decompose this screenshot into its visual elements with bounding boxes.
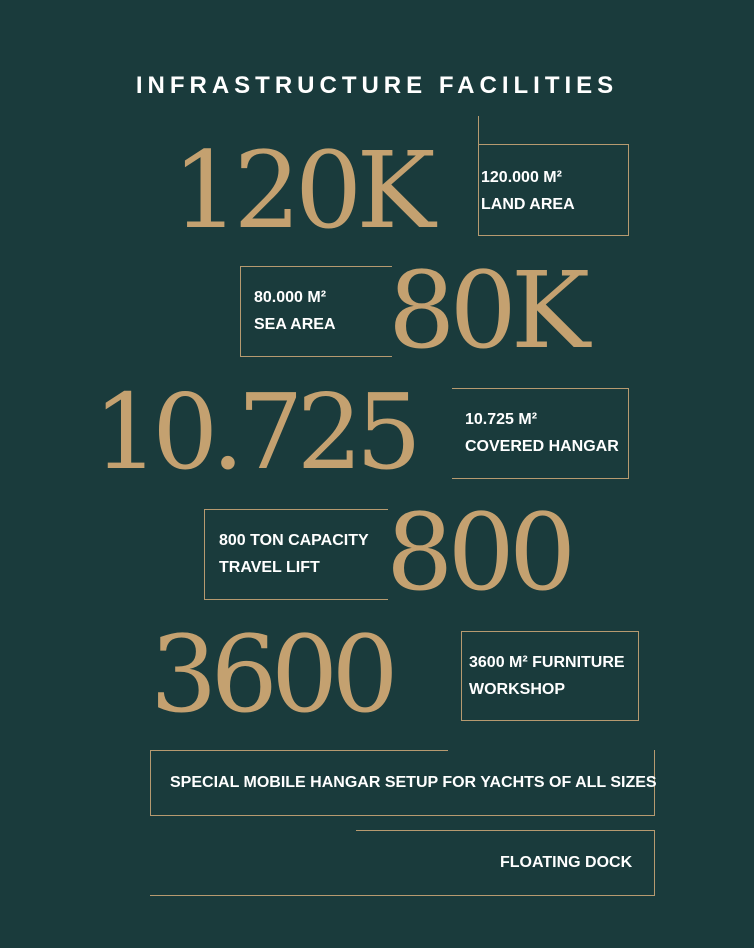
stat-number-lift: 800 xyxy=(386,491,571,614)
stat-label-line2: WORKSHOP xyxy=(469,681,565,698)
stat-label-line1: 3600 M² FURNITURE xyxy=(469,654,625,671)
stat-label-line1: 800 TON CAPACITY xyxy=(219,532,369,549)
page-title: INFRASTRUCTURE FACILITIES xyxy=(135,72,619,99)
stat-label-hangar xyxy=(465,406,619,460)
stat-label-line1: 80.000 M² xyxy=(254,289,327,306)
feature-label-hangar: SPECIAL MOBILE HANGAR SETUP FOR YACHTS OF ALL SIZES xyxy=(170,774,657,791)
stat-number-land: 120K xyxy=(172,129,430,252)
stat-label-line2: SEA AREA xyxy=(254,316,336,333)
stat-label-line2: LAND AREA xyxy=(481,196,575,213)
stat-number-sea: 80K xyxy=(388,249,585,372)
stat-label-lift xyxy=(219,527,369,581)
feature-label-dock: FLOATING DOCK xyxy=(500,854,633,871)
stat-label-line1: 120.000 M² xyxy=(481,169,562,186)
stat-label-line1: 10.725 M² xyxy=(465,411,538,428)
stat-label-line2: TRAVEL LIFT xyxy=(219,559,320,576)
stat-label-land xyxy=(481,164,575,218)
stat-number-hangar: 10.725 xyxy=(93,371,415,493)
stat-label-workshop xyxy=(469,649,625,703)
stat-label-line2: COVERED HANGAR xyxy=(465,438,619,455)
stat-number-workshop: 3600 xyxy=(150,613,392,736)
stat-label-sea xyxy=(254,284,336,338)
